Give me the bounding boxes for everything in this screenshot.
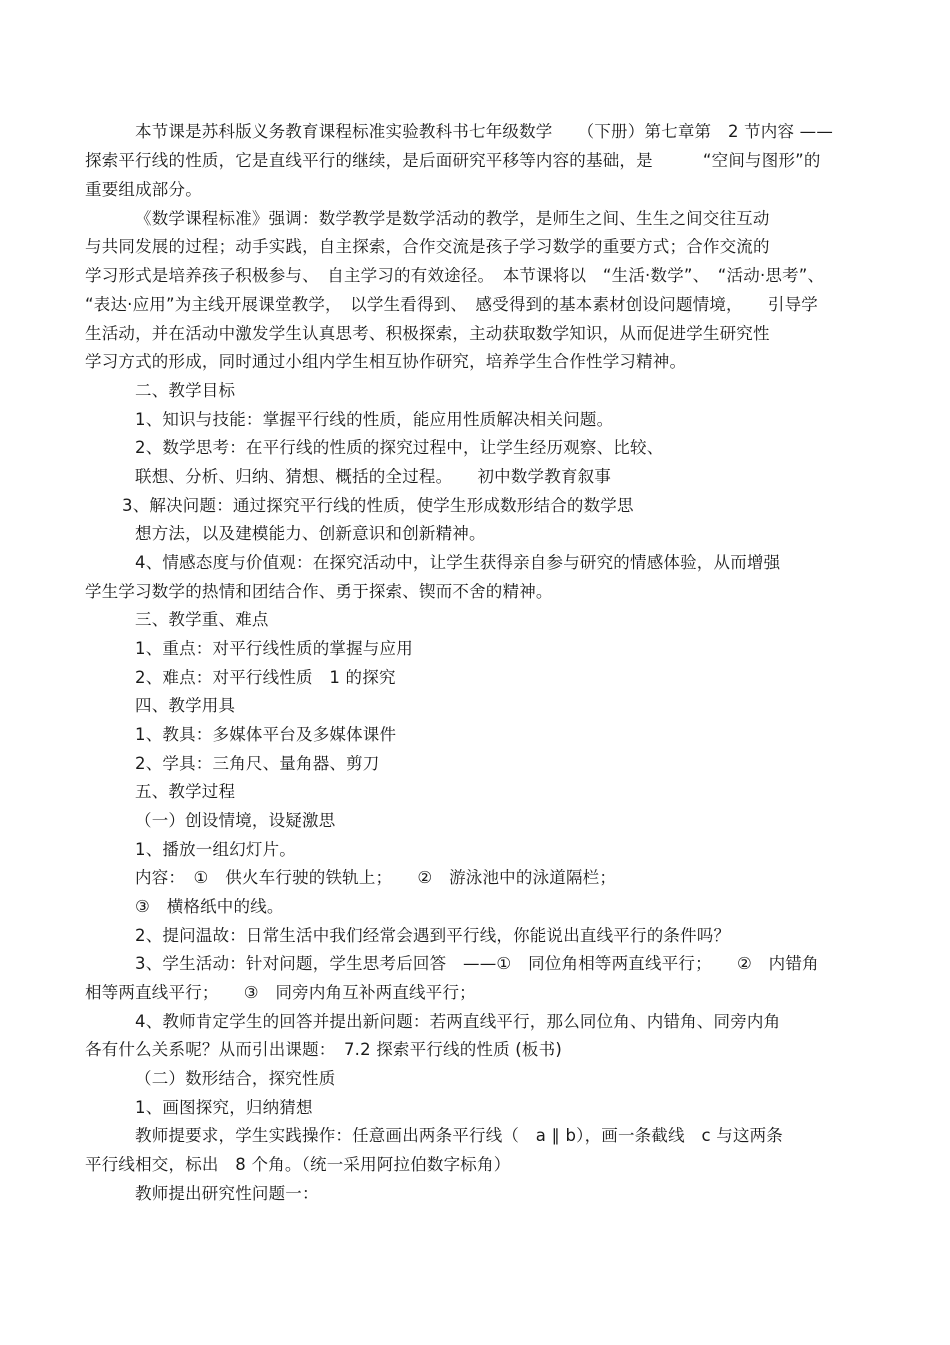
objective-item-1: 1、知识与技能：掌握平行线的性质，能应用性质解决相关问题。 (135, 410, 614, 429)
objective-item-4-line-1: 4、情感态度与价值观：在探究活动中，让学生获得亲自参与研究的情感体验，从而增强 (135, 553, 781, 572)
objective-item-3-line-2: 想方法，以及建模能力、创新意识和创新精神。 (135, 524, 486, 543)
key-point-item-1: 1、重点：对平行线性质的掌握与应用 (135, 639, 413, 658)
intro-paragraph-line-2: 探索平行线的性质，它是直线平行的继续，是后面研究平移等内容的基础，是 “空间与图形”的 (85, 151, 821, 170)
subsection-heading-1: （一）创设情境，设疑激思 (135, 811, 336, 830)
process-step-2: 2、提问温故：日常生活中我们经常会遇到平行线，你能说出直线平行的条件吗？ (135, 926, 731, 945)
standard-paragraph-line-6: 学习方式的形成，同时通过小组内学生相互协作研究，培养学生合作性学习精神。 (85, 352, 687, 371)
standard-paragraph-line-5: 生活动，并在活动中激发学生认真思考、积极探索，主动获取数学知识，从而促进学生研究性 (85, 324, 770, 343)
subsection-heading-2: （二）数形结合，探究性质 (135, 1069, 336, 1088)
process-step-3-line-1: 3、学生活动：针对问题，学生思考后回答 ——① 同位角相等两直线平行； ② 内错角 (135, 954, 819, 973)
section-heading-key-points: 三、教学重、难点 (135, 610, 269, 629)
process-step-3-line-2: 相等两直线平行； ③ 同旁内角互补两直线平行； (85, 983, 476, 1002)
section-heading-tools: 四、教学用具 (135, 696, 236, 715)
process-step-1: 1、播放一组幻灯片。 (135, 840, 296, 859)
research-question-1: 教师提出研究性问题一： (135, 1184, 319, 1203)
process-content-line-1: 内容： ① 供火车行驶的铁轨上； ② 游泳池中的泳道隔栏； (135, 868, 617, 887)
standard-paragraph-line-2: 与共同发展的过程；动手实践，自主探索，合作交流是孩子学习数学的重要方式；合作交流的 (85, 237, 770, 256)
objective-item-4-line-2: 学生学习数学的热情和团结合作、勇于探索、锲而不舍的精神。 (85, 582, 553, 601)
objective-item-3-line-1: 3、解决问题：通过探究平行线的性质，使学生形成数形结合的数学思 (122, 496, 634, 515)
tool-item-2: 2、学具：三角尺、量角器、剪刀 (135, 754, 380, 773)
process-step-4-line-2: 各有什么关系呢？从而引出课题： 7.2 探索平行线的性质 (板书) (85, 1040, 562, 1059)
objective-item-2-line-2: 联想、分析、归纳、猜想、概括的全过程。 初中数学教育叙事 (135, 467, 612, 486)
objective-item-2-line-1: 2、数学思考：在平行线的性质的探究过程中，让学生经历观察、比较、 (135, 438, 664, 457)
intro-paragraph-line-3: 重要组成部分。 (85, 180, 202, 199)
standard-paragraph-line-1: 《数学课程标准》强调：数学教学是数学活动的教学，是师生之间、生生之间交往互动 (135, 209, 770, 228)
explore-instruction-line-2: 平行线相交，标出 8 个角。（统一采用阿拉伯数字标角） (85, 1155, 511, 1174)
standard-paragraph-line-3: 学习形式是培养孩子积极参与、 自主学习的有效途径。 本节课将以 “生活·数学”、 “活动·思考”、 (85, 266, 825, 285)
process-content-line-2: ③ 横格纸中的线。 (135, 897, 284, 916)
tool-item-1: 1、教具：多媒体平台及多媒体课件 (135, 725, 397, 744)
intro-paragraph-line-1: 本节课是苏科版义务教育课程标准实验教科书七年级数学 （下册）第七章第 2 节内容 —— (135, 122, 834, 141)
explore-step-1: 1、画图探究，归纳猜想 (135, 1098, 313, 1117)
process-step-4-line-1: 4、教师肯定学生的回答并提出新问题：若两直线平行，那么同位角、内错角、同旁内角 (135, 1012, 781, 1031)
explore-instruction-line-1: 教师提要求，学生实践操作：任意画出两条平行线（ a ∥ b），画一条截线 c 与这两条 (135, 1126, 783, 1145)
standard-paragraph-line-4: “表达·应用”为主线开展课堂教学， 以学生看得到、 感受得到的基本素材创设问题情境， 引导学 (85, 295, 818, 314)
section-heading-process: 五、教学过程 (135, 782, 236, 801)
section-heading-objectives: 二、教学目标 (135, 381, 236, 400)
key-point-item-2: 2、难点：对平行线性质 1 的探究 (135, 668, 396, 687)
